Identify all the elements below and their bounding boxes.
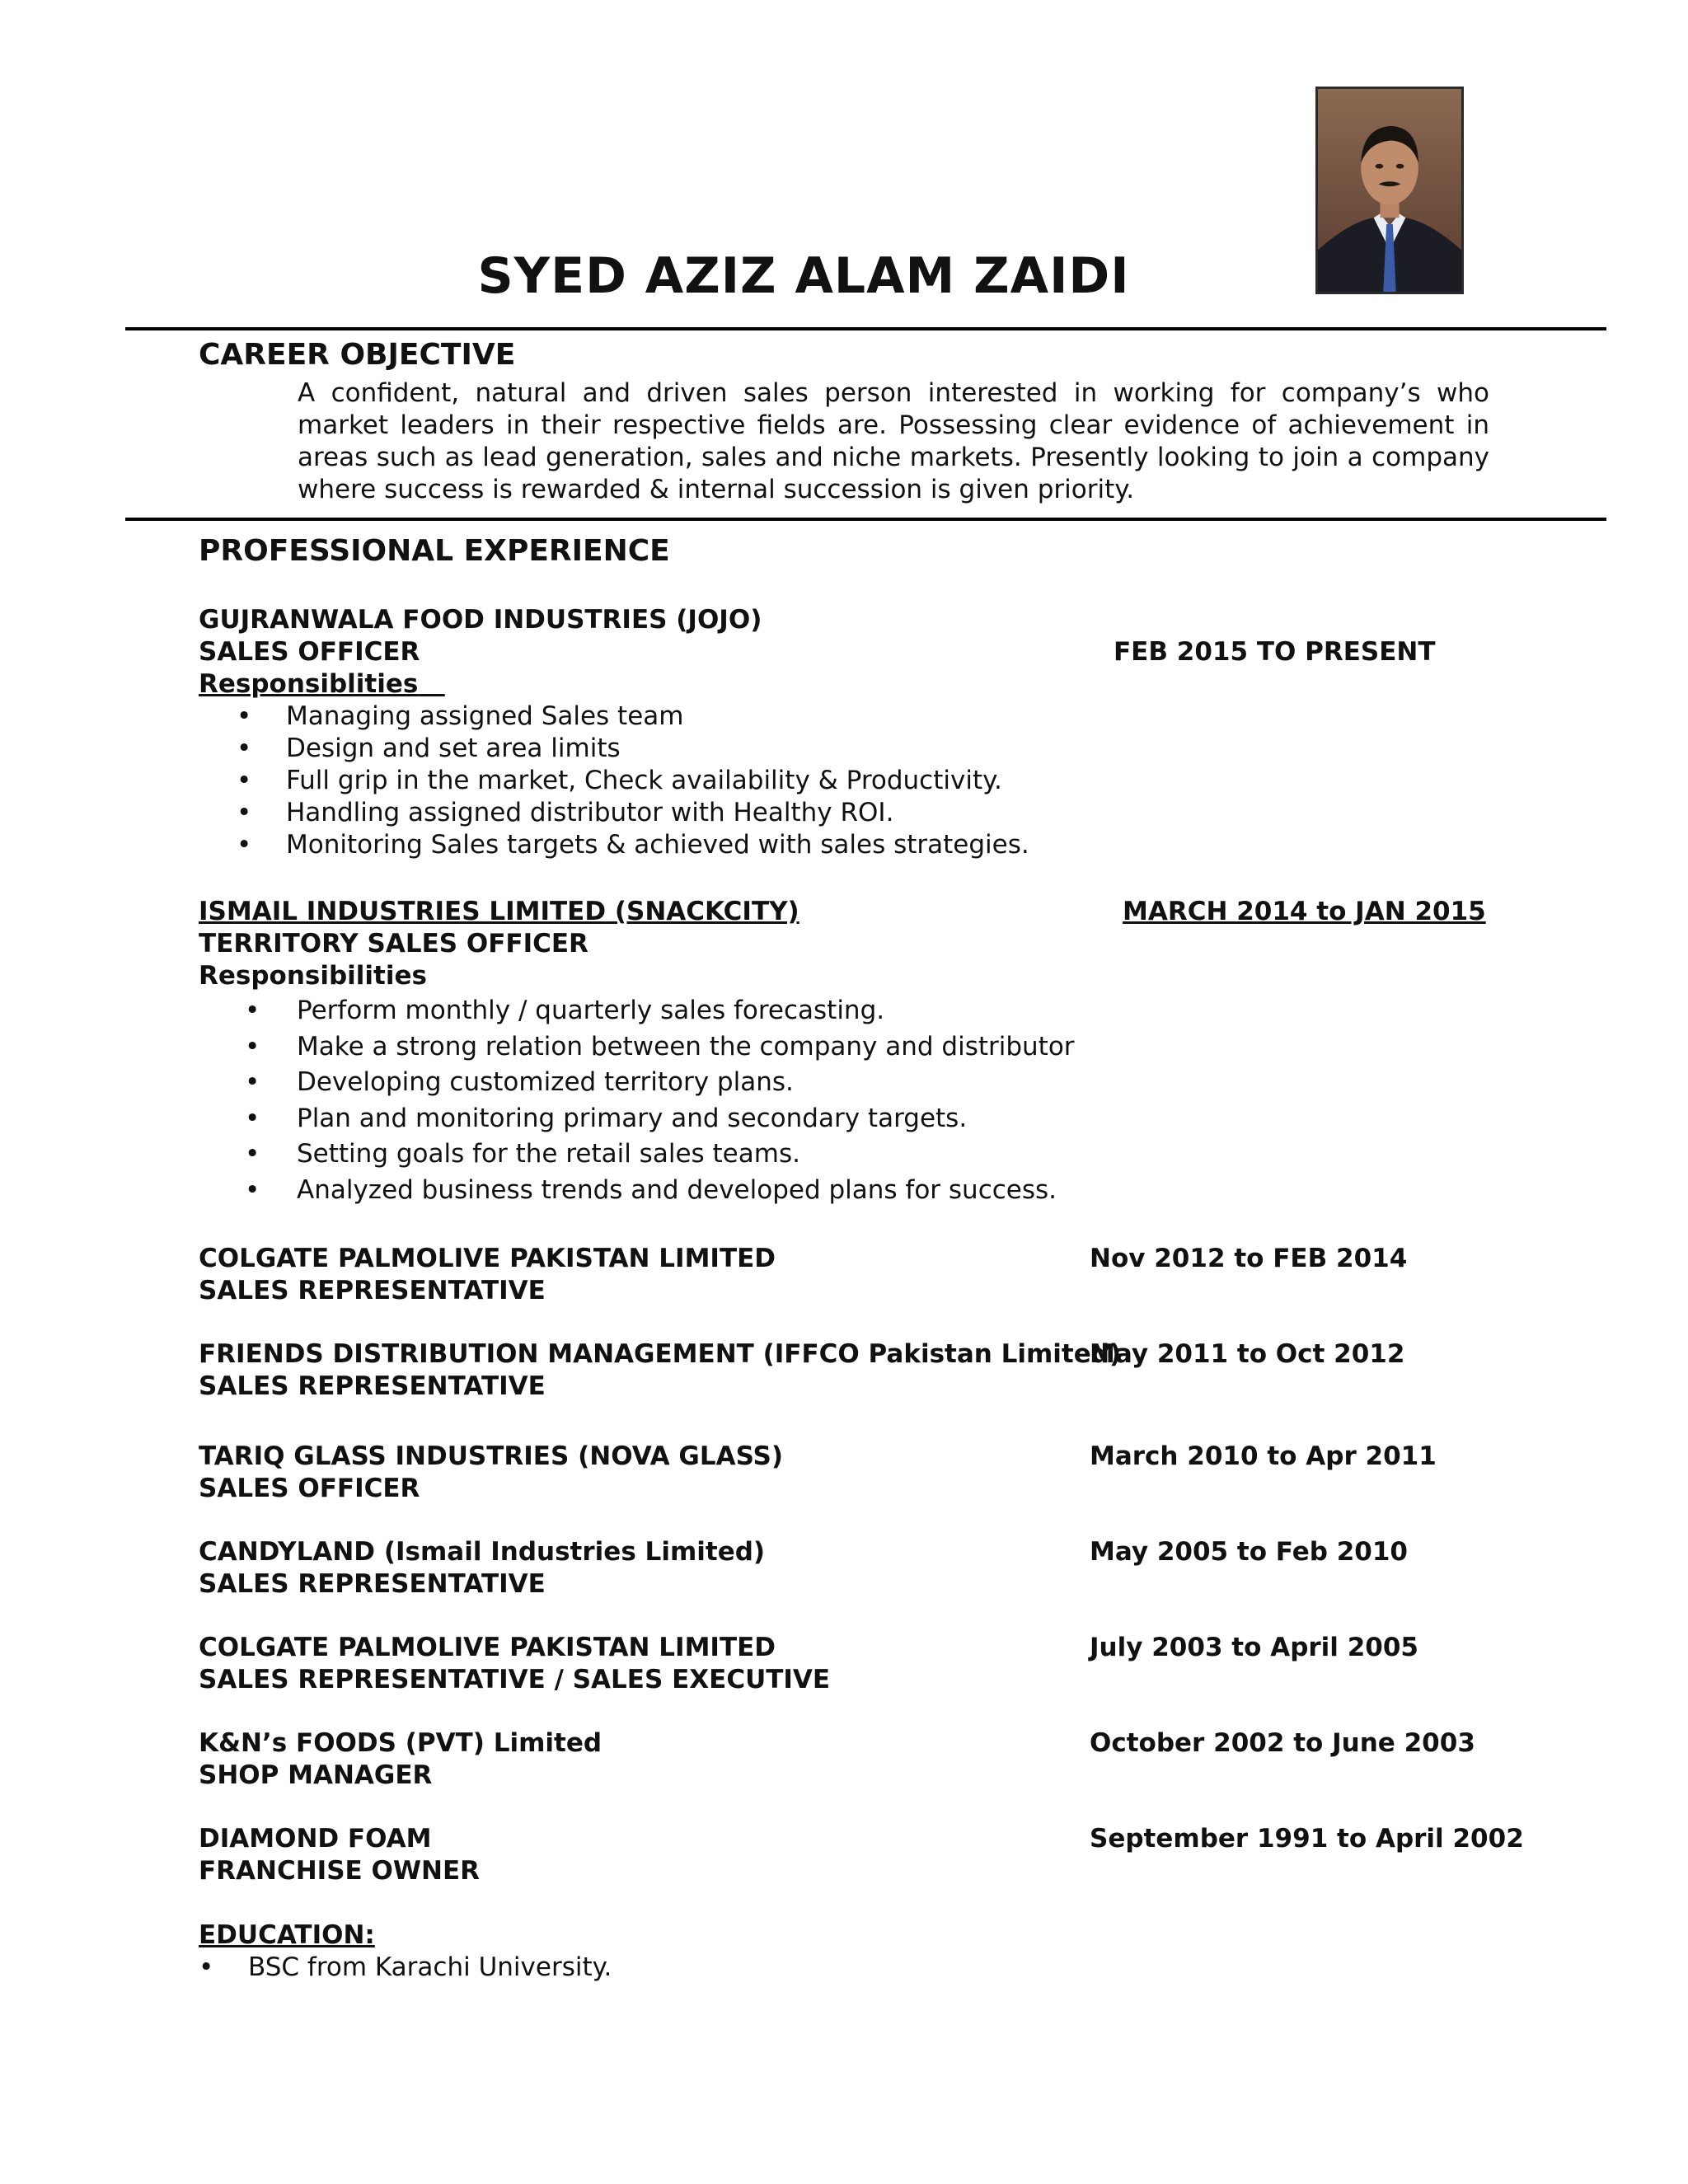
- bullet-icon: •: [237, 766, 252, 795]
- responsibilities-label: Responsibilities: [199, 961, 427, 991]
- list-item: • Analyzed business trends and developed plans for success.: [245, 1173, 1075, 1209]
- responsibilities-label: Responsiblities: [199, 669, 419, 699]
- bullet-icon: •: [245, 996, 260, 1025]
- job-dates: May 2011 to Oct 2012: [1090, 1339, 1405, 1369]
- list-item: • Make a strong relation between the company and distributor: [245, 1029, 1075, 1066]
- bullet-icon: •: [237, 733, 252, 763]
- job-position: SALES OFFICER: [199, 1474, 420, 1503]
- list-item: • Managing assigned Sales team: [237, 701, 684, 731]
- responsibilities-list: [237, 701, 1029, 861]
- job-company: COLGATE PALMOLIVE PAKISTAN LIMITED: [199, 1633, 776, 1662]
- job-position: FRANCHISE OWNER: [199, 1856, 481, 1886]
- job-company: K&N’s FOODS (PVT) Limited: [199, 1728, 603, 1758]
- list-item: • Setting goals for the retail sales teams.: [245, 1137, 1075, 1173]
- career-objective-text: A confident, natural and driven sales person interested in working for company’s who market leaders in their respective fields are. Possessing clear evidence of achievement in areas such as lead generation, sales and niche markets. Presently looking to join a company where success is rewarded & internal succession is given priority.: [298, 378, 1489, 504]
- list-item: • Handling assigned distributor with Healthy ROI.: [237, 798, 894, 827]
- education-list: [199, 1952, 612, 1984]
- bullet-icon: •: [237, 798, 252, 827]
- job-company: CANDYLAND (Ismail Industries Limited): [199, 1537, 766, 1567]
- job-dates: March 2010 to Apr 2011: [1090, 1441, 1437, 1471]
- job-dates: September 1991 to April 2002: [1090, 1824, 1524, 1854]
- job-dates: May 2005 to Feb 2010: [1090, 1537, 1409, 1567]
- job-position: SALES REPRESENTATIVE: [199, 1569, 546, 1599]
- job-position: TERRITORY SALES OFFICER: [199, 929, 588, 958]
- bullet-icon: •: [237, 830, 252, 860]
- job-position: SALES REPRESENTATIVE / SALES EXECUTIVE: [199, 1665, 831, 1694]
- experience-heading: PROFESSIONAL EXPERIENCE: [199, 534, 670, 568]
- bullet-icon: •: [245, 1067, 260, 1097]
- job-company: TARIQ GLASS INDUSTRIES (NOVA GLASS): [199, 1441, 784, 1471]
- job-position: SHOP MANAGER: [199, 1760, 433, 1790]
- list-item: • BSC from Karachi University.: [199, 1952, 612, 1982]
- list-item: • Developing customized territory plans.: [245, 1065, 1075, 1101]
- bullet-icon: •: [245, 1103, 260, 1133]
- bullet-icon: •: [199, 1952, 214, 1982]
- job-dates: MARCH 2014 to JAN 2015: [1123, 897, 1486, 926]
- list-item: • Full grip in the market, Check availability & Productivity.: [237, 766, 1002, 795]
- job-dates: October 2002 to June 2003: [1090, 1728, 1475, 1758]
- job-company: DIAMOND FOAM: [199, 1824, 432, 1854]
- job-dates: July 2003 to April 2005: [1090, 1633, 1419, 1662]
- job-position: SALES OFFICER: [199, 637, 420, 667]
- job-dates: Nov 2012 to FEB 2014: [1090, 1244, 1408, 1273]
- career-objective-heading: CAREER OBJECTIVE: [199, 338, 516, 372]
- bullet-icon: •: [237, 701, 252, 731]
- job-company: GUJRANWALA FOOD INDUSTRIES (JOJO): [199, 605, 762, 635]
- responsibilities-list: [245, 993, 1075, 1208]
- candidate-name: SYED AZIZ ALAM ZAIDI: [477, 247, 1130, 305]
- job-company: FRIENDS DISTRIBUTION MANAGEMENT (IFFCO Pakistan Limited): [199, 1339, 1122, 1369]
- divider-middle: [125, 518, 1606, 521]
- list-item: • Plan and monitoring primary and secondary targets.: [245, 1101, 1075, 1137]
- bullet-icon: •: [245, 1031, 260, 1062]
- bullet-icon: •: [245, 1139, 260, 1169]
- list-item: • Perform monthly / quarterly sales forecasting.: [245, 993, 1075, 1029]
- list-item: • Monitoring Sales targets & achieved with sales strategies.: [237, 830, 1029, 860]
- job-company: ISMAIL INDUSTRIES LIMITED (SNACKCITY): [199, 897, 799, 926]
- job-company: COLGATE PALMOLIVE PAKISTAN LIMITED: [199, 1244, 776, 1273]
- divider-top: [125, 327, 1606, 330]
- bullet-icon: •: [245, 1174, 260, 1205]
- education-heading: EDUCATION:: [199, 1920, 375, 1950]
- job-dates: FEB 2015 TO PRESENT: [1114, 637, 1436, 667]
- job-position: SALES REPRESENTATIVE: [199, 1276, 546, 1305]
- job-position: SALES REPRESENTATIVE: [199, 1371, 546, 1401]
- list-item: • Design and set area limits: [237, 733, 621, 763]
